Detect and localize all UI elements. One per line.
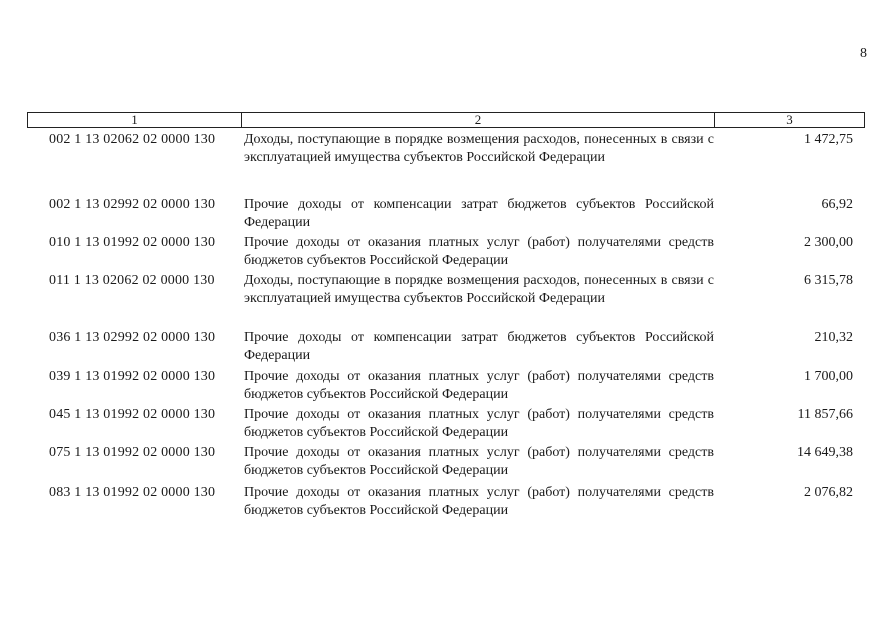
budget-code: 002 1 13 02062 02 0000 130 bbox=[49, 132, 216, 147]
amount-value: 2 076,82 bbox=[804, 485, 853, 500]
income-description: Прочие доходы от оказания платных услуг (работ) получателями средств бюджетов субъектов Российской Федерации bbox=[244, 369, 714, 402]
income-description: Прочие доходы от оказания платных услуг (работ) получателями средств бюджетов субъектов Российской Федерации bbox=[244, 407, 714, 440]
page-number: 8 bbox=[860, 46, 867, 61]
income-description: Прочие доходы от оказания платных услуг (работ) получателями средств бюджетов субъектов Российской Федерации bbox=[244, 485, 714, 518]
budget-code: 036 1 13 02992 02 0000 130 bbox=[49, 330, 216, 345]
amount-value: 11 857,66 bbox=[797, 407, 853, 422]
budget-code: 011 1 13 02062 02 0000 130 bbox=[49, 273, 215, 288]
income-description: Прочие доходы от оказания платных услуг (работ) получателями средств бюджетов субъектов Российской Федерации bbox=[244, 445, 714, 478]
budget-code: 039 1 13 01992 02 0000 130 bbox=[49, 369, 216, 384]
budget-code: 002 1 13 02992 02 0000 130 bbox=[49, 197, 216, 212]
amount-value: 66,92 bbox=[821, 197, 853, 212]
amount-value: 2 300,00 bbox=[804, 235, 853, 250]
amount-value: 210,32 bbox=[814, 330, 853, 345]
income-description: Прочие доходы от компенсации затрат бюджетов субъектов Российской Федерации bbox=[244, 330, 714, 363]
amount-value: 6 315,78 bbox=[804, 273, 853, 288]
column-header-1: 1 bbox=[28, 113, 242, 127]
table-header bbox=[27, 112, 865, 128]
budget-code: 083 1 13 01992 02 0000 130 bbox=[49, 485, 216, 500]
column-header-2: 2 bbox=[242, 113, 715, 127]
budget-code: 075 1 13 01992 02 0000 130 bbox=[49, 445, 216, 460]
budget-code: 045 1 13 01992 02 0000 130 bbox=[49, 407, 216, 422]
amount-value: 1 472,75 bbox=[804, 132, 853, 147]
income-description: Прочие доходы от оказания платных услуг (работ) получателями средств бюджетов субъектов Российской Федерации bbox=[244, 235, 714, 268]
income-description: Доходы, поступающие в порядке возмещения расходов, понесенных в связи с эксплуатацией имущества субъектов Российской Федерации bbox=[244, 132, 714, 165]
amount-value: 1 700,00 bbox=[804, 369, 853, 384]
column-header-3: 3 bbox=[786, 112, 793, 127]
income-description: Прочие доходы от компенсации затрат бюджетов субъектов Российской Федерации bbox=[244, 197, 714, 230]
budget-code: 010 1 13 01992 02 0000 130 bbox=[49, 235, 216, 250]
income-description: Доходы, поступающие в порядке возмещения расходов, понесенных в связи с эксплуатацией имущества субъектов Российской Федерации bbox=[244, 273, 714, 306]
amount-value: 14 649,38 bbox=[797, 445, 853, 460]
